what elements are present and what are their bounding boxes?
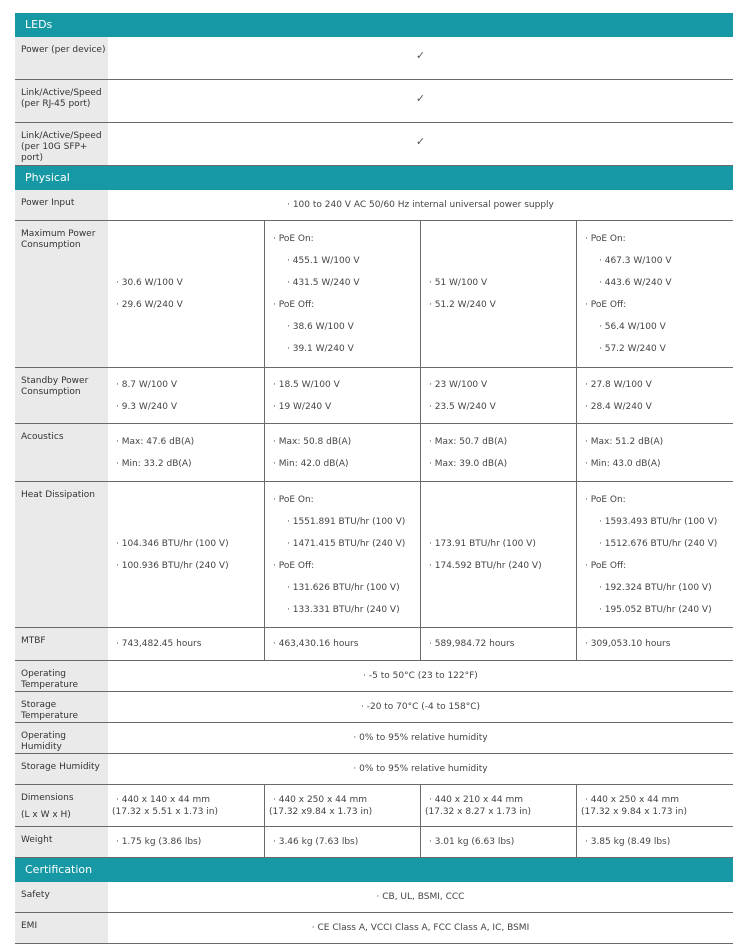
row-led-power [15,37,733,80]
row-acoustics [15,424,733,482]
spec-cell: · 440 x 250 x 44 mm (17.32 x 9.84 x 1.73 in) [576,785,732,826]
spec-cell [264,628,420,660]
spec-line: · PoE Off: [585,300,627,310]
row-led-link-rj45 [15,80,733,123]
spec-line: · PoE On: [585,494,626,505]
spec-cell [108,482,264,627]
spec-cell [420,221,576,367]
spec-line: · 443.6 W/240 V [599,278,672,288]
spec-cell [576,482,732,627]
spec-line: · 195.052 BTU/hr (240 V) [599,604,712,615]
row-safety [15,882,733,913]
spec-line: · PoE Off: [273,560,315,571]
row-value: · 0% to 95% relative humidity [353,764,488,774]
spec-line: · 743,482.45 hours [116,639,202,649]
spec-line: · 1471.415 BTU/hr (240 V) [287,538,406,549]
spec-line: · PoE On: [585,234,626,244]
row-label: Operating Temperature [15,661,108,691]
spec-line: · 100.936 BTU/hr (240 V) [116,560,229,571]
spec-cell [420,424,576,481]
row-label: Standby Power Consumption [15,368,108,423]
row-label: EMI [15,913,108,943]
row-label: Operating Humidity [15,723,108,753]
row-value [108,37,733,79]
row-label: Link/Active/Speed (per 10G SFP+ port) [15,123,108,165]
spec-line: · 1593.493 BTU/hr (100 V) [599,516,718,527]
row-dimensions [15,785,733,827]
spec-line: · 56.4 W/100 V [599,322,666,332]
spec-cell [108,368,264,423]
spec-line: · 173.91 BTU/hr (100 V) [429,538,536,549]
row-operating-humidity [15,723,733,754]
spec-line: · 1512.676 BTU/hr (240 V) [599,538,718,549]
spec-line: · 51.2 W/240 V [429,300,496,310]
spec-cell [108,221,264,367]
spec-cell [576,368,732,423]
spec-line: · 38.6 W/100 V [287,322,354,332]
spec-line: · PoE On: [273,234,314,244]
spec-line: · 30.6 W/100 V [116,278,183,288]
spec-line: · 131.626 BTU/hr (100 V) [287,582,400,593]
spec-line: · 23 W/100 V [429,379,488,390]
check-icon: ✓ [415,92,426,105]
spec-line: · 23.5 W/240 V [429,401,496,412]
row-value: · 0% to 95% relative humidity [353,733,488,743]
spec-cell [264,368,420,423]
spec-line: · 29.6 W/240 V [116,300,183,310]
spec-sheet [15,13,733,944]
spec-line: · 1.75 kg (3.86 lbs) [116,837,202,847]
spec-line: · 133.331 BTU/hr (240 V) [287,604,400,615]
section-header-physical: Physical [15,166,733,190]
spec-cell: · 440 x 210 x 44 mm (17.32 x 8.27 x 1.73 in) [420,785,576,826]
spec-line: · Min: 42.0 dB(A) [273,458,349,469]
spec-line: · Max: 50.8 dB(A) [273,436,352,447]
spec-line: · 3.01 kg (6.63 lbs) [429,837,515,847]
spec-line: · 174.592 BTU/hr (240 V) [429,560,542,571]
row-value [108,80,733,122]
spec-line: · 467.3 W/100 V [599,256,672,266]
spec-cell [420,482,576,627]
row-label: Storage Humidity [15,754,108,784]
spec-line: · 431.5 W/240 V [287,278,360,288]
spec-line: · 8.7 W/100 V [116,379,178,390]
row-label: Heat Dissipation [15,482,108,627]
spec-line: · 192.324 BTU/hr (100 V) [599,582,712,593]
spec-line: · 28.4 W/240 V [585,401,652,412]
spec-cell [576,221,732,367]
spec-line: · PoE Off: [585,560,627,571]
spec-cell [108,628,264,660]
spec-line: · Min: 43.0 dB(A) [585,458,661,469]
spec-cell [576,628,732,660]
spec-line: · Max: 50.7 dB(A) [429,436,508,447]
spec-line: · 18.5 W/100 V [273,379,340,390]
row-label: Maximum Power Consumption [15,221,108,367]
row-standby-power [15,368,733,424]
spec-line: · Max: 51.2 dB(A) [585,436,664,447]
spec-line: · 9.3 W/240 V [116,401,178,412]
row-value: · -20 to 70°C (-4 to 158°C) [361,702,480,712]
spec-cell: · 440 x 140 x 44 mm (17.32 x 5.51 x 1.73 in) [112,794,219,817]
spec-cell [264,482,420,627]
row-led-link-sfp [15,123,733,166]
spec-cell [576,827,732,857]
row-value: · CB, UL, BSMI, CCC [376,892,465,902]
row-storage-temperature [15,692,733,723]
spec-line: · 39.1 W/240 V [287,344,354,354]
spec-line: · 589,984.72 hours [429,639,515,649]
spec-line: · 1551.891 BTU/hr (100 V) [287,516,406,527]
check-icon: ✓ [415,49,426,62]
spec-cell [108,424,264,481]
spec-line: · Min: 33.2 dB(A) [116,458,192,469]
row-label: Weight [15,827,108,857]
spec-line: · PoE Off: [273,300,315,310]
row-label: Link/Active/Speed (per RJ-45 port) [15,80,108,122]
row-label: Power Input [15,190,108,220]
spec-line: · 19 W/240 V [273,401,332,412]
spec-line: · 309,053.10 hours [585,639,671,649]
row-label: Dimensions (L x W x H) [15,785,108,826]
spec-line: · 3.85 kg (8.49 lbs) [585,837,671,847]
section-header-certification: Certification [15,858,733,882]
spec-line: · 57.2 W/240 V [599,344,666,354]
row-label: MTBF [15,628,108,660]
row-mtbf [15,628,733,661]
spec-line: · Max: 39.0 dB(A) [429,458,508,469]
spec-cell [108,827,264,857]
spec-cell [420,628,576,660]
row-weight [15,827,733,858]
spec-line: · 455.1 W/100 V [287,256,360,266]
row-value: · 100 to 240 V AC 50/60 Hz internal universal power supply [287,200,554,210]
check-icon: ✓ [415,135,426,148]
spec-cell [420,827,576,857]
spec-cell [420,368,576,423]
row-heat-dissipation [15,482,733,628]
row-label: Acoustics [15,424,108,481]
spec-line: · 51 W/100 V [429,278,488,288]
row-power-input [15,190,733,221]
row-label: Safety [15,882,108,912]
row-value: · CE Class A, VCCI Class A, FCC Class A, IC, BSMI [311,923,530,933]
spec-line: · 27.8 W/100 V [585,379,652,390]
spec-line: · Max: 47.6 dB(A) [116,436,195,447]
spec-line: · 3.46 kg (7.63 lbs) [273,837,359,847]
spec-cell [576,424,732,481]
row-storage-humidity [15,754,733,785]
section-header-leds: LEDs [15,13,733,37]
row-max-power [15,221,733,368]
row-value: · -5 to 50°C (23 to 122°F) [363,671,478,681]
spec-line: · 104.346 BTU/hr (100 V) [116,538,229,549]
spec-cell [264,221,420,367]
row-label: Storage Temperature [15,692,108,722]
spec-cell [264,424,420,481]
spec-cell [264,827,420,857]
row-label: Power (per device) [15,37,108,79]
row-value [108,123,733,165]
spec-line: · PoE On: [273,494,314,505]
row-emi [15,913,733,944]
spec-line: · 463,430.16 hours [273,639,359,649]
spec-cell: · 440 x 250 x 44 mm (17.32 x9.84 x 1.73 in) [264,785,420,826]
row-operating-temperature [15,661,733,692]
